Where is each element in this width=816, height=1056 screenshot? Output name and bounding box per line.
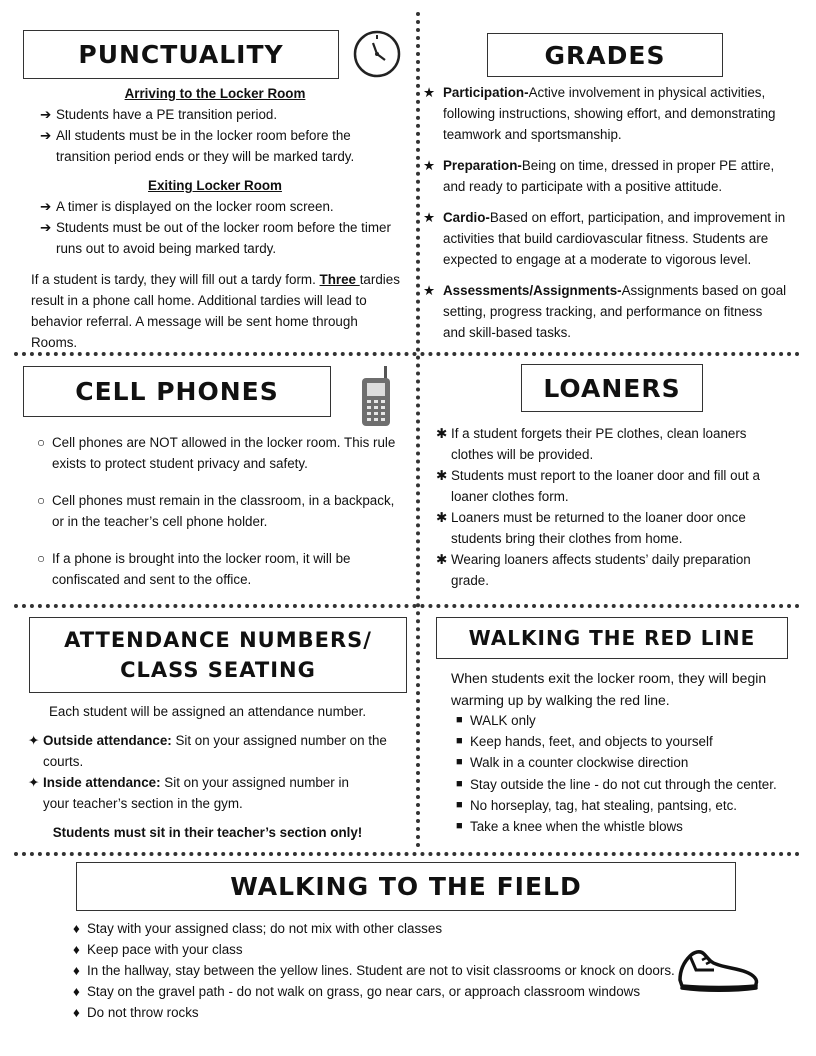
diamond-bullet-icon: ♦ — [73, 942, 80, 957]
list-item: ■ Stay outside the line - do not cut through the center. — [456, 774, 796, 795]
list-item: ○ If a phone is brought into the locker room, it will be confiscated and sent to the office. — [37, 548, 405, 590]
list-item: ■ No horseplay, tag, hat stealing, pantsing, etc. — [456, 795, 786, 816]
list-item: ✱ Loaners must be returned to the loaner door once students bring their clothes from home. — [436, 507, 778, 549]
list-item: ♦ Keep pace with your class — [73, 939, 673, 960]
list-item: ○ Cell phones must remain in the classroom, in a backpack, or in the teacher’s cell phone holder. — [37, 490, 405, 532]
attendance-item: ✦ Outside attendance: Sit on your assigned number on the courts. — [28, 730, 388, 772]
diamond-bullet-icon: ♦ — [73, 1005, 80, 1020]
list-item: ➔ Students must be out of the locker room before the timer runs out to avoid being marked tardy. — [40, 217, 402, 259]
list-item: ■ Keep hands, feet, and objects to yourself — [456, 731, 786, 752]
circle-bullet-icon: ○ — [37, 551, 46, 566]
square-bullet-icon: ■ — [456, 714, 463, 726]
star-icon: ★ — [423, 210, 436, 225]
grade-item: ★ Cardio-Based on effort, participation, and improvement in activities that build cardiovascular fitness. Students are expected to engage at a moderate to vigorous level. — [423, 207, 788, 270]
cell-phones-title: CELL PHONES — [23, 366, 331, 417]
four-point-star-icon: ✦ — [28, 775, 40, 790]
grades-title: GRADES — [487, 33, 723, 77]
square-bullet-icon: ■ — [456, 756, 463, 768]
list-item: ➔ Students have a PE transition period. — [40, 104, 405, 125]
attendance-intro: Each student will be assigned an attendance number. — [48, 704, 367, 719]
loaners-title: LOANERS — [521, 364, 703, 412]
asterisk-icon: ✱ — [436, 510, 448, 525]
arrow-icon: ➔ — [40, 128, 52, 143]
grade-item: ★ Assessments/Assignments-Assignments based on goal setting, progress tracking, and performance on fitness and skill-based tasks. — [423, 280, 788, 343]
circle-bullet-icon: ○ — [37, 493, 46, 508]
list-item: ✱ Students must report to the loaner door and fill out a loaner clothes form. — [436, 465, 778, 507]
star-icon: ★ — [423, 283, 436, 298]
cell-phone-icon — [358, 364, 394, 428]
vertical-divider — [416, 12, 420, 848]
list-item: ♦ Do not throw rocks — [73, 1002, 673, 1023]
diamond-bullet-icon: ♦ — [73, 984, 80, 999]
star-icon: ★ — [423, 158, 436, 173]
list-item: ■ Take a knee when the whistle blows — [456, 816, 786, 837]
asterisk-icon: ✱ — [436, 468, 448, 483]
red-line-intro: When students exit the locker room, they will begin warming up by walking the red line. — [451, 670, 767, 708]
sneaker-icon — [674, 940, 762, 996]
circle-bullet-icon: ○ — [37, 435, 46, 450]
arrow-icon: ➔ — [40, 220, 52, 235]
field-title: WALKING TO THE FIELD — [76, 862, 736, 911]
arrow-icon: ➔ — [40, 199, 52, 214]
list-item: ■ WALK only — [456, 710, 786, 731]
clock-icon — [352, 29, 402, 79]
attendance-footer: Students must sit in their teacher’s section only! — [52, 825, 363, 840]
tardy-policy: If a student is tardy, they will fill out a tardy form. Three tardies result in a phone call home. Additional tardies will lead to behavior referral. A message will be sent home through Rooms. — [31, 272, 400, 350]
exiting-heading: Exiting Locker Room — [148, 178, 282, 193]
arriving-heading: Arriving to the Locker Room — [124, 86, 306, 101]
diamond-bullet-icon: ♦ — [73, 921, 80, 936]
list-item: ✱ Wearing loaners affects students’ daily preparation grade. — [436, 549, 786, 591]
grade-item: ★ Participation-Active involvement in physical activities, following instructions, showing effort, and demonstrating teamwork and sportsmanship. — [423, 82, 788, 145]
horizontal-divider-2 — [14, 604, 800, 608]
square-bullet-icon: ■ — [456, 735, 463, 747]
horizontal-divider-3 — [14, 852, 800, 856]
attendance-title: ATTENDANCE NUMBERS/ CLASS SEATING — [29, 617, 407, 693]
red-line-title: WALKING THE RED LINE — [436, 617, 788, 659]
list-item: ➔ A timer is displayed on the locker room screen. — [40, 196, 405, 217]
list-item: ➔ All students must be in the locker room before the transition period ends or they will be marked tardy. — [40, 125, 402, 167]
star-icon: ★ — [423, 85, 436, 100]
list-item: ■ Walk in a counter clockwise direction — [456, 752, 786, 773]
square-bullet-icon: ■ — [456, 820, 463, 832]
list-item: ♦ Stay on the gravel path - do not walk on grass, go near cars, or approach classroom windows — [73, 981, 673, 1002]
punctuality-title: PUNCTUALITY — [23, 30, 339, 79]
list-item: ♦ Stay with your assigned class; do not mix with other classes — [73, 918, 673, 939]
diamond-bullet-icon: ♦ — [73, 963, 80, 978]
asterisk-icon: ✱ — [436, 552, 448, 567]
four-point-star-icon: ✦ — [28, 733, 40, 748]
list-item: ♦ In the hallway, stay between the yellow lines. Student are not to visit classrooms or knock on doors. — [73, 960, 673, 981]
list-item: ✱ If a student forgets their PE clothes, clean loaners clothes will be provided. — [436, 423, 778, 465]
list-item: ○ Cell phones are NOT allowed in the locker room. This rule exists to protect student privacy and safety. — [37, 432, 405, 474]
square-bullet-icon: ■ — [456, 778, 463, 790]
attendance-item: ✦ Inside attendance: Sit on your assigned number in your teacher’s section in the gym. — [28, 772, 373, 814]
square-bullet-icon: ■ — [456, 799, 463, 811]
arrow-icon: ➔ — [40, 107, 52, 122]
grade-item: ★ Preparation-Being on time, dressed in proper PE attire, and ready to participate with a positive attitude. — [423, 155, 788, 197]
asterisk-icon: ✱ — [436, 426, 448, 441]
